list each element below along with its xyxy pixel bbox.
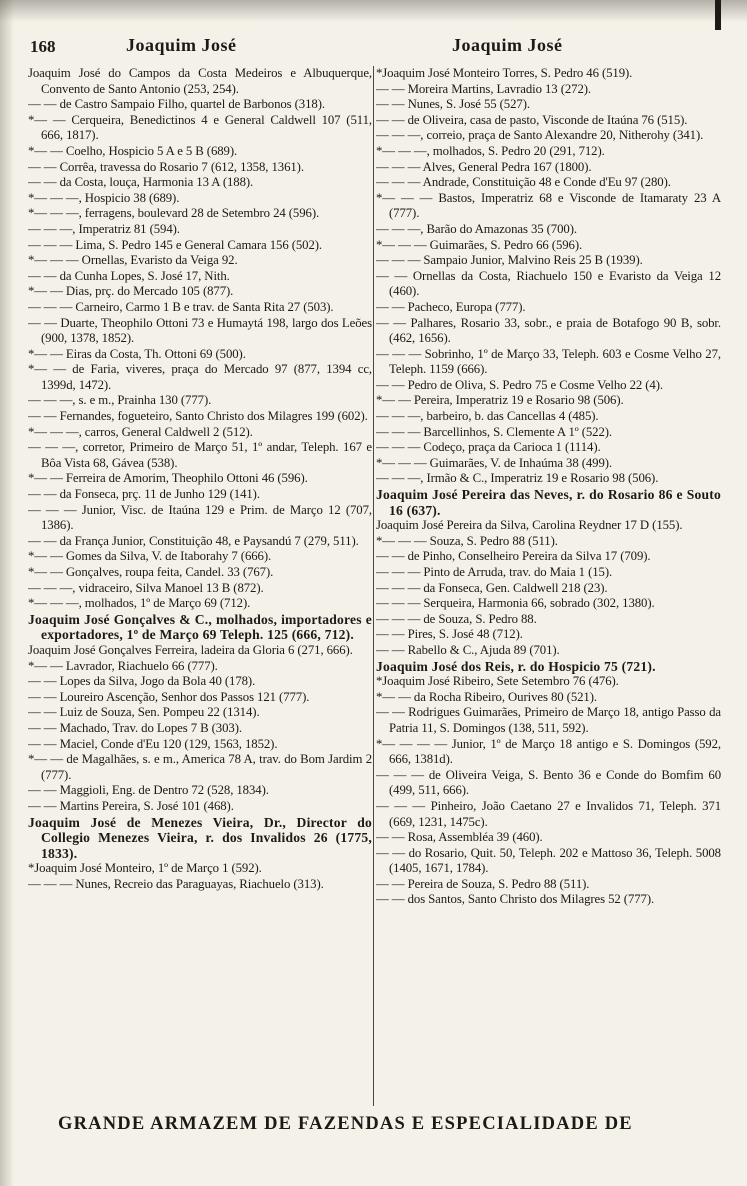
page-number: 168 xyxy=(30,37,56,56)
directory-entry: *— — —, molhados, 1º de Março 69 (712). xyxy=(28,596,251,611)
directory-entry: — — — Carneiro, Carmo 1 B e trav. de Santa Rita 27 (503). xyxy=(28,299,334,314)
directory-entry: — — da França Junior, Constituição 48, e Paysandú 7 (279, 511). xyxy=(28,533,359,548)
directory-entry: — — da Cunha Lopes, S. José 17, Nith. xyxy=(28,268,230,283)
directory-entry: — — do Rosario, Quit. 50, Teleph. 202 e Mattoso 36, Teleph. 5008 (1405, 1671, 1784). xyxy=(376,845,721,876)
directory-entry: *— — —, molhados, S. Pedro 20 (291, 712). xyxy=(376,143,605,158)
directory-entry: Joaquim José de Menezes Vieira, Dr., Director do Collegio Menezes Vieira, r. dos Invalidos 26 (1775, 1833). xyxy=(28,814,372,861)
directory-entry: — — —, Irmão & C., Imperatriz 19 e Rosario 98 (506). xyxy=(376,471,659,486)
directory-entry: *Joaquim José Monteiro Torres, S. Pedro 46 (519). xyxy=(376,66,633,80)
directory-entry: — — — de Oliveira Veiga, S. Bento 36 e Conde do Bomfim 60 (499, 511, 666). xyxy=(376,767,721,798)
scan-shadow-top xyxy=(0,0,747,22)
scan-mark xyxy=(715,0,721,30)
directory-entry: — — Palhares, Rosario 33, sobr., e praia de Botafogo 90 B, sobr. (462, 1656). xyxy=(376,315,721,346)
scan-shadow-left xyxy=(0,0,14,1186)
directory-entry: *— — — Bastos, Imperatriz 68 e Visconde de Itamaraty 23 A (777). xyxy=(376,190,721,221)
directory-entry: — — —, vidraceiro, Silva Manoel 13 B (872). xyxy=(28,580,264,595)
directory-entry: — — — Codeço, praça da Carioca 1 (1114). xyxy=(376,440,601,455)
directory-entry: — — —, barbeiro, b. das Cancellas 4 (485). xyxy=(376,409,599,424)
directory-entry: — — Pedro de Oliva, S. Pedro 75 e Cosme Velho 22 (4). xyxy=(376,377,663,392)
left-column xyxy=(28,66,372,1106)
directory-entry: — — — Barcellinhos, S. Clemente A 1º (522). xyxy=(376,424,613,439)
directory-entry: *— — — Ornellas, Evaristo da Veiga 92. xyxy=(28,253,238,268)
directory-entry: *Joaquim José Ribeiro, Sete Setembro 76 (476). xyxy=(376,674,619,689)
directory-entry: — — Pacheco, Europa (777). xyxy=(376,299,526,314)
directory-entry: — — Ornellas da Costa, Riachuelo 150 e Evaristo da Veiga 12 (460). xyxy=(376,268,721,299)
directory-entry: — — Rodrigues Guimarães, Primeiro de Março 18, antigo Passo da Patria 11, S. Domingos (138, 511, 592). xyxy=(376,705,721,735)
directory-entry: — — — Junior, Visc. de Itaúna 129 e Prim. de Março 12 (707, 1386). xyxy=(28,502,372,533)
directory-entry: *Joaquim José Monteiro, 1º de Março 1 (592). xyxy=(28,861,262,876)
directory-entry: — — da Fonseca, prç. 11 de Junho 129 (141). xyxy=(28,487,260,502)
directory-entry: — — — Nunes, Recreio das Paraguayas, Riachuelo (313). xyxy=(28,876,324,891)
directory-entry: — — de Castro Sampaio Filho, quartel de Barbonos (318). xyxy=(28,97,325,112)
directory-entry: — — Pires, S. José 48 (712). xyxy=(376,627,523,642)
directory-entry: — — de Pinho, Conselheiro Pereira da Silva 17 (709). xyxy=(376,549,651,564)
footer-advertisement: GRANDE ARMAZEM DE FAZENDAS E ESPECIALIDADE DE xyxy=(58,1114,633,1134)
directory-entry: — — — Sampaio Junior, Malvino Reis 25 B (1939). xyxy=(376,253,643,268)
page-header xyxy=(0,33,747,59)
directory-entry: — — da Costa, louça, Harmonia 13 A (188). xyxy=(28,175,254,190)
directory-entry: — — — Pinto de Arruda, trav. do Maia 1 (15). xyxy=(376,565,613,579)
directory-entry: — — Lopes da Silva, Jogo da Bola 40 (178). xyxy=(28,674,256,689)
directory-entry: — — — da Fonseca, Gen. Caldwell 218 (23). xyxy=(376,580,608,595)
directory-entry: — — Luiz de Souza, Sen. Pompeu 22 (1314). xyxy=(28,705,260,720)
directory-entry: *— — Gonçalves, roupa feita, Candel. 33 (767). xyxy=(28,565,274,579)
directory-entry: *— — —, Hospicio 38 (689). xyxy=(28,190,180,205)
directory-entry: — — — Lima, S. Pedro 145 e General Camara 156 (502). xyxy=(28,237,323,252)
directory-entry: *— — —, carros, General Caldwell 2 (512). xyxy=(28,424,253,439)
directory-entry: *— — da Rocha Ribeiro, Ourives 80 (521). xyxy=(376,689,597,704)
directory-entry: *— — — Souza, S. Pedro 88 (511). xyxy=(376,533,558,548)
directory-entry: *— — — Guimarães, V. de Inhaúma 38 (499). xyxy=(376,455,613,470)
directory-entry: *— — —, ferragens, boulevard 28 de Setembro 24 (596). xyxy=(28,206,320,221)
directory-entry: — — —, Imperatriz 81 (594). xyxy=(28,221,180,236)
column-divider xyxy=(373,66,374,1106)
right-column xyxy=(376,66,721,1106)
directory-entry: *— — Coelho, Hospicio 5 A e 5 B (689). xyxy=(28,143,238,158)
directory-entry: — — — Andrade, Constituição 48 e Conde d'Eu 97 (280). xyxy=(376,175,671,190)
directory-entry: Joaquim José Pereira das Neves, r. do Rosario 86 e Souto 16 (637). xyxy=(376,487,721,518)
directory-entry: — — de Oliveira, casa de pasto, Visconde de Itaúna 76 (515). xyxy=(376,112,688,127)
directory-entry: — — Martins Pereira, S. José 101 (468). xyxy=(28,798,234,813)
directory-entry: — — — de Souza, S. Pedro 88. xyxy=(376,611,537,626)
directory-entry: *— — de Magalhães, s. e m., America 78 A, trav. do Bom Jardim 2 (777). xyxy=(28,752,372,782)
directory-entry: Joaquim José do Campos da Costa Medeiros e Albuquerque, Convento de Santo Antonio (253, 254). xyxy=(28,66,372,96)
running-head-left: Joaquim José xyxy=(126,35,237,55)
directory-entry: — — —, correio, praça de Santo Alexandre 20, Nitherohy (341). xyxy=(376,128,704,143)
directory-entry: — — —, Barão do Amazonas 35 (700). xyxy=(376,221,577,236)
directory-entry: — — Duarte, Theophilo Ottoni 73 e Humaytá 198, largo dos Leões (900, 1378, 1852). xyxy=(28,315,372,346)
directory-entry: — — Corrêa, travessa do Rosario 7 (612, 1358, 1361). xyxy=(28,159,304,174)
directory-entry: — — — Sobrinho, 1º de Março 33, Teleph. 603 e Cosme Velho 27, Teleph. 1159 (666). xyxy=(376,346,721,377)
directory-entry: Joaquim José Gonçalves & C., molhados, importadores e exportadores, 1º de Março 69 Teleph. 125 (666, 712). xyxy=(28,611,372,643)
directory-entry: — — Moreira Martins, Lavradio 13 (272). xyxy=(376,81,592,96)
directory-entry: Joaquim José dos Reis, r. do Hospicio 75 (721). xyxy=(376,658,656,674)
directory-entry: *— — Gomes da Silva, V. de Itaborahy 7 (666). xyxy=(28,549,272,564)
directory-entry: *— — de Faria, viveres, praça do Mercado 97 (877, 1394 cc, 1399d, 1472). xyxy=(28,362,372,392)
directory-entry: *— — Cerqueira, Benedictinos 4 e General Caldwell 107 (511, 666, 1817). xyxy=(28,112,372,143)
directory-entry: — — Rosa, Assembléa 39 (460). xyxy=(376,830,543,845)
directory-entry: — — Machado, Trav. do Lopes 7 B (303). xyxy=(28,720,242,735)
directory-entry: — — Maggioli, Eng. de Dentro 72 (528, 1834). xyxy=(28,783,269,798)
directory-entry: — — Rabello & C., Ajuda 89 (701). xyxy=(376,642,560,657)
directory-entry: *— — Dias, prç. do Mercado 105 (877). xyxy=(28,284,234,299)
directory-entry: — — Maciel, Conde d'Eu 120 (129, 1563, 1852). xyxy=(28,736,278,751)
directory-entry: *— — Eiras da Costa, Th. Ottoni 69 (500). xyxy=(28,346,246,361)
directory-entry: — — Loureiro Ascenção, Senhor dos Passos 121 (777). xyxy=(28,689,310,704)
directory-entry: Joaquim José Gonçalves Ferreira, ladeira da Gloria 6 (271, 666). xyxy=(28,642,353,657)
directory-entry: — — Nunes, S. José 55 (527). xyxy=(376,97,530,112)
directory-entry: — — —, corretor, Primeiro de Março 51, 1º andar, Teleph. 167 e Bôa Vista 68, Gávea (538). xyxy=(28,440,372,470)
directory-entry: *— — — — Junior, 1º de Março 18 antigo e S. Domingos (592, 666, 1381d). xyxy=(376,736,721,767)
directory-entry: — — dos Santos, Santo Christo dos Milagres 52 (777). xyxy=(376,892,655,907)
directory-entry: — — Fernandes, fogueteiro, Santo Christo dos Milagres 199 (602). xyxy=(28,409,368,424)
directory-entry: *— — Lavrador, Riachuelo 66 (777). xyxy=(28,658,218,673)
directory-entry: — — —, s. e m., Prainha 130 (777). xyxy=(28,393,212,408)
directory-entry: Joaquim José Pereira da Silva, Carolina Reydner 17 D (155). xyxy=(376,518,683,533)
running-head-right: Joaquim José xyxy=(452,35,563,55)
directory-entry: — — — Pinheiro, João Caetano 27 e Invalidos 71, Teleph. 371 (669, 1231, 1475c). xyxy=(376,798,721,829)
directory-entry: *— — Pereira, Imperatriz 19 e Rosario 98 (506). xyxy=(376,393,624,408)
directory-entry: *— — — Guimarães, S. Pedro 66 (596). xyxy=(376,237,583,252)
directory-entry: — — — Alves, General Pedra 167 (1800). xyxy=(376,159,592,174)
directory-entry: — — — Serqueira, Harmonia 66, sobrado (302, 1380). xyxy=(376,596,655,611)
directory-entry: *— — Ferreira de Amorim, Theophilo Ottoni 46 (596). xyxy=(28,471,308,486)
directory-entry: — — Pereira de Souza, S. Pedro 88 (511). xyxy=(376,876,590,891)
